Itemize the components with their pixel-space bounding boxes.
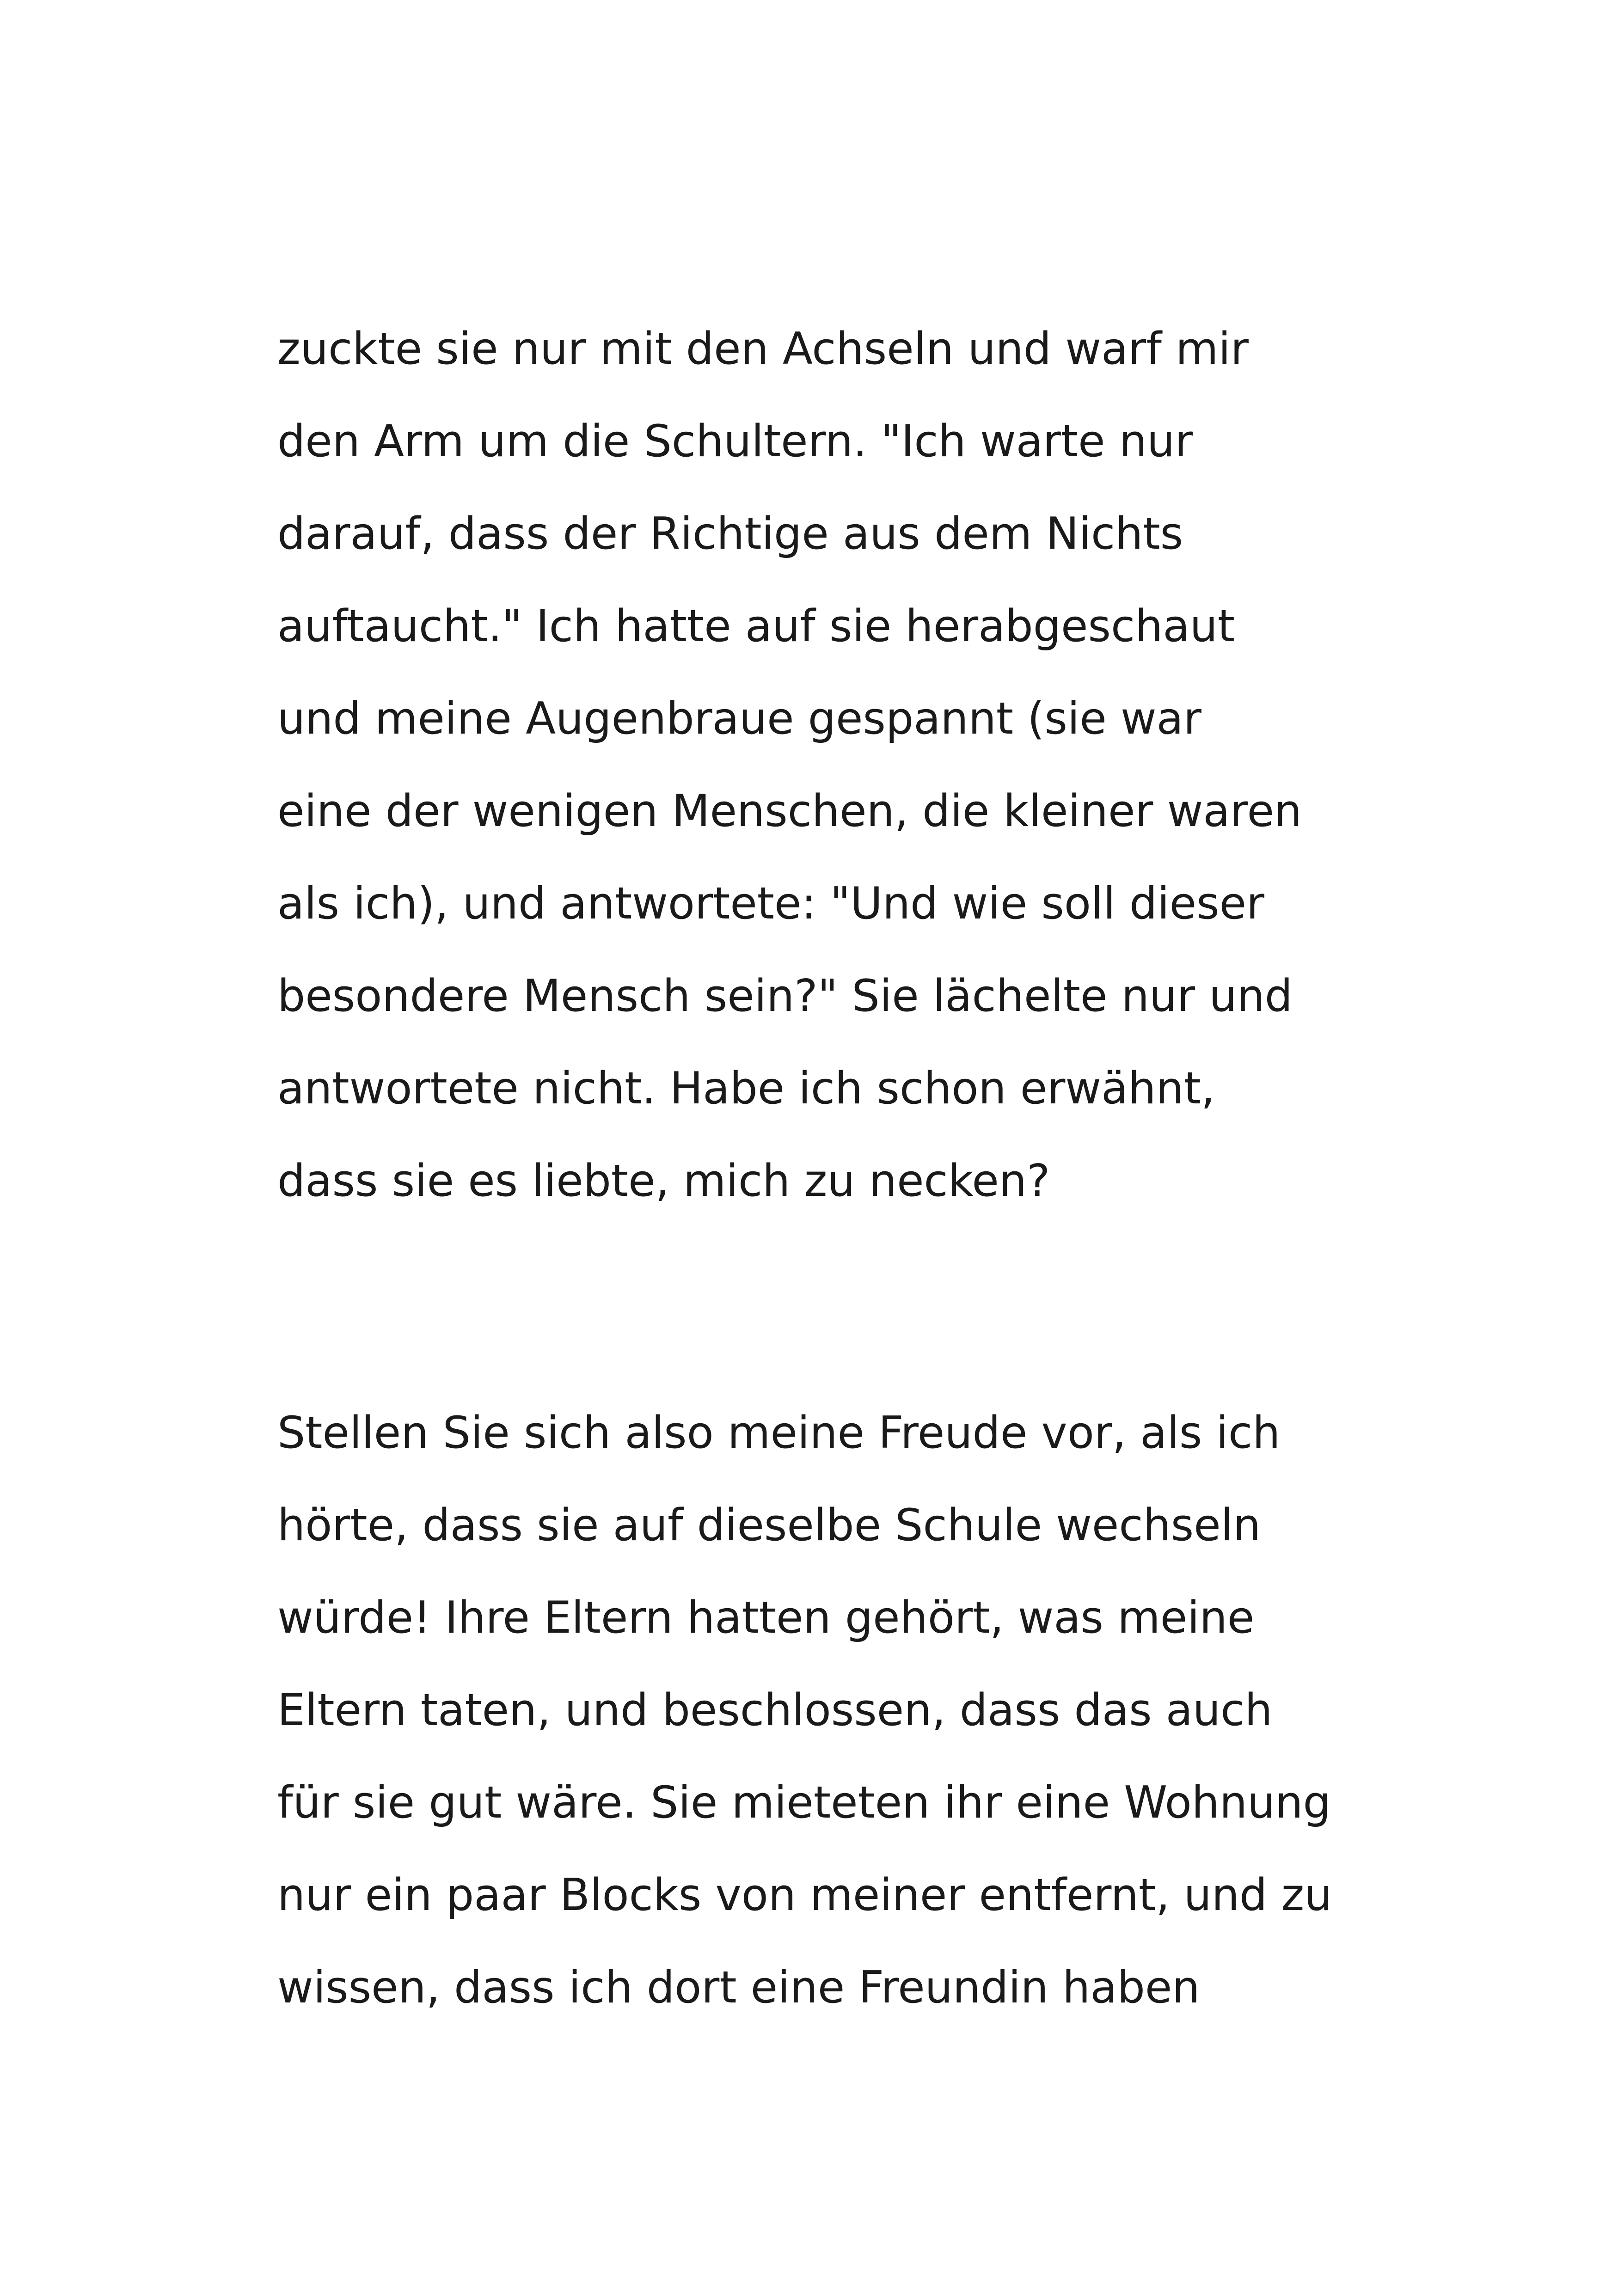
text-line: darauf, dass der Richtige aus dem Nichts <box>277 508 1183 559</box>
text-line: antwortete nicht. Habe ich schon erwähnt, <box>277 1063 1215 1114</box>
text-line: zuckte sie nur mit den Achseln und warf mir <box>277 324 1249 374</box>
text-line: als ich), und antwortete: "Und wie soll dieser <box>277 878 1265 929</box>
text-line: würde! Ihre Eltern hatten gehört, was meine <box>277 1592 1255 1643</box>
text-line: auftaucht." Ich hatte auf sie herabgeschaut <box>277 601 1235 652</box>
text-line: den Arm um die Schultern. "Ich warte nur <box>277 416 1193 467</box>
text-line: für sie gut wäre. Sie mieteten ihr eine Wohnung <box>277 1777 1331 1828</box>
paragraph-2 <box>277 1387 1387 2034</box>
text-line: wissen, dass ich dort eine Freundin haben <box>277 1962 1200 2013</box>
text-line: Eltern taten, und beschlossen, dass das auch <box>277 1685 1273 1736</box>
text-line: und meine Augenbraue gespannt (sie war <box>277 693 1201 744</box>
text-line: Stellen Sie sich also meine Freude vor, als ich <box>277 1408 1281 1458</box>
text-line: nur ein paar Blocks von meiner entfernt, und zu <box>277 1870 1332 1921</box>
text-line: besondere Mensch sein?" Sie lächelte nur und <box>277 971 1293 1022</box>
text-line: dass sie es liebte, mich zu necken? <box>277 1156 1050 1206</box>
paragraph-1 <box>277 303 1387 1227</box>
text-line: hörte, dass sie auf dieselbe Schule wechseln <box>277 1500 1261 1551</box>
text-line: eine der wenigen Menschen, die kleiner waren <box>277 786 1302 837</box>
